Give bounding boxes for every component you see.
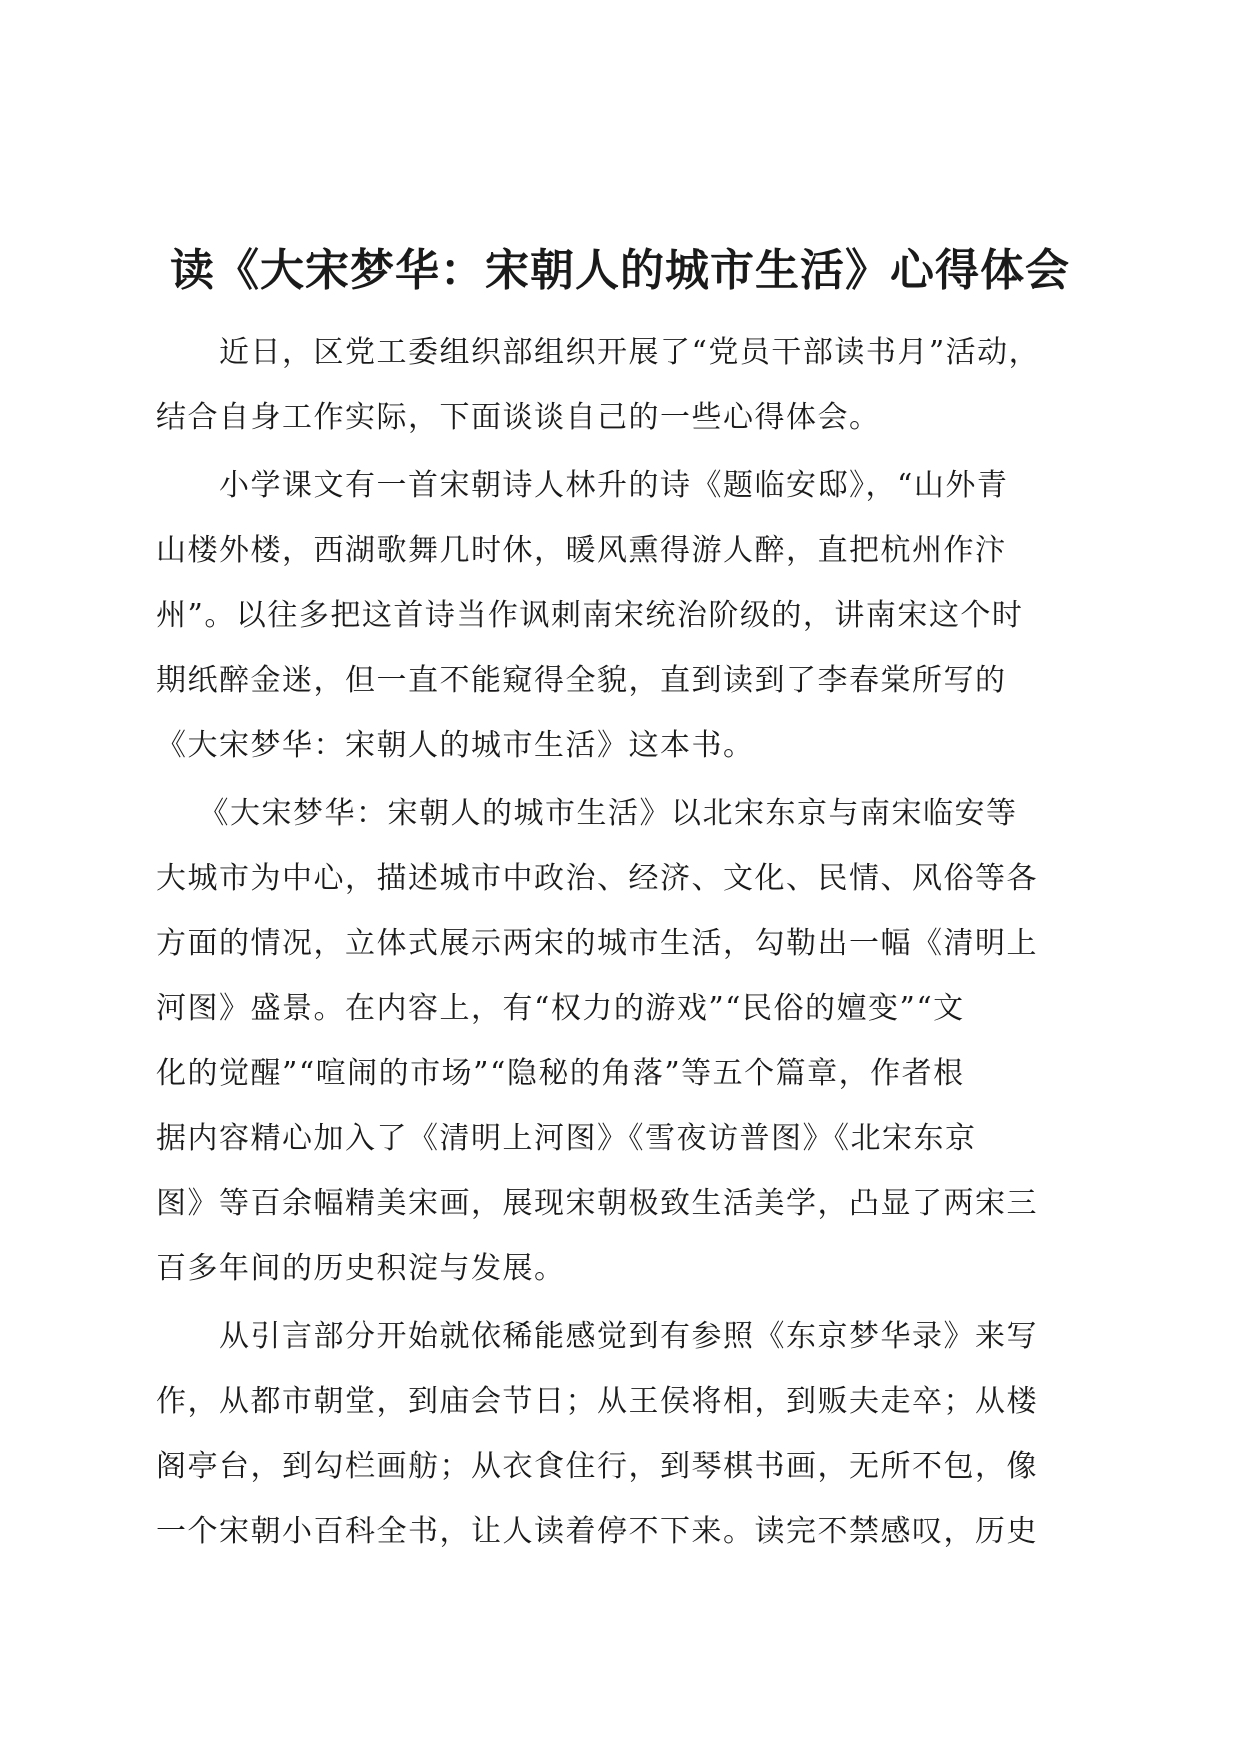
- text-line: 小学课文有一首宋朝诗人林升的诗《题临安邸》，“山外青: [156, 468, 1009, 503]
- paragraph-4: [156, 1304, 1076, 1564]
- document-title: 读《大宋梦华：宋朝人的城市生活》心得体会: [170, 245, 1070, 297]
- text-line: 州”。以往多把这首诗当作讽刺南宋统治阶级的，讲南宋这个时: [156, 598, 1024, 633]
- text-line: 近日，区党工委组织部组织开展了“党员干部读书月”活动，: [156, 335, 1041, 370]
- paragraph-2: [156, 453, 1076, 778]
- text-line: 从引言部分开始就依稀能感觉到有参照《东京梦华录》来写: [156, 1319, 1038, 1354]
- text-line: 《大宋梦华：宋朝人的城市生活》以北宋东京与南宋临安等: [156, 796, 1018, 831]
- document-body: [156, 320, 1076, 1567]
- text-line: 百多年间的历史积淀与发展。: [156, 1251, 566, 1286]
- text-line: 河图》盛景。在内容上，有“权力的游戏”“民俗的嬗变”“文: [156, 991, 965, 1026]
- text-line: 据内容精心加入了《清明上河图》《雪夜访普图》《北宋东京: [156, 1121, 977, 1156]
- text-line: 作，从都市朝堂，到庙会节日；从王侯将相，到贩夫走卒；从楼: [156, 1384, 1038, 1419]
- text-line: 山楼外楼，西湖歌舞几时休，暖风熏得游人醉，直把杭州作汴: [156, 533, 1007, 568]
- text-line: 方面的情况，立体式展示两宋的城市生活，勾勒出一幅《清明上: [156, 926, 1038, 961]
- text-line: 图》等百余幅精美宋画，展现宋朝极致生活美学，凸显了两宋三: [156, 1186, 1038, 1221]
- paragraph-1: [156, 320, 1076, 450]
- text-line: 一个宋朝小百科全书，让人读着停不下来。读完不禁感叹，历史: [156, 1514, 1038, 1549]
- text-line: 阁亭台，到勾栏画舫；从衣食住行，到琴棋书画，无所不包，像: [156, 1449, 1038, 1484]
- text-line: 期纸醉金迷，但一直不能窥得全貌，直到读到了李春棠所写的: [156, 663, 1007, 698]
- text-line: 结合自身工作实际，下面谈谈自己的一些心得体会。: [156, 400, 881, 435]
- text-line: 化的觉醒”“喧闹的市场”“隐秘的角落”等五个篇章，作者根: [156, 1056, 965, 1091]
- text-line: 《大宋梦华：宋朝人的城市生活》这本书。: [156, 728, 755, 763]
- text-line: 大城市为中心，描述城市中政治、经济、文化、民情、风俗等各: [156, 861, 1038, 896]
- paragraph-3: [156, 781, 1076, 1301]
